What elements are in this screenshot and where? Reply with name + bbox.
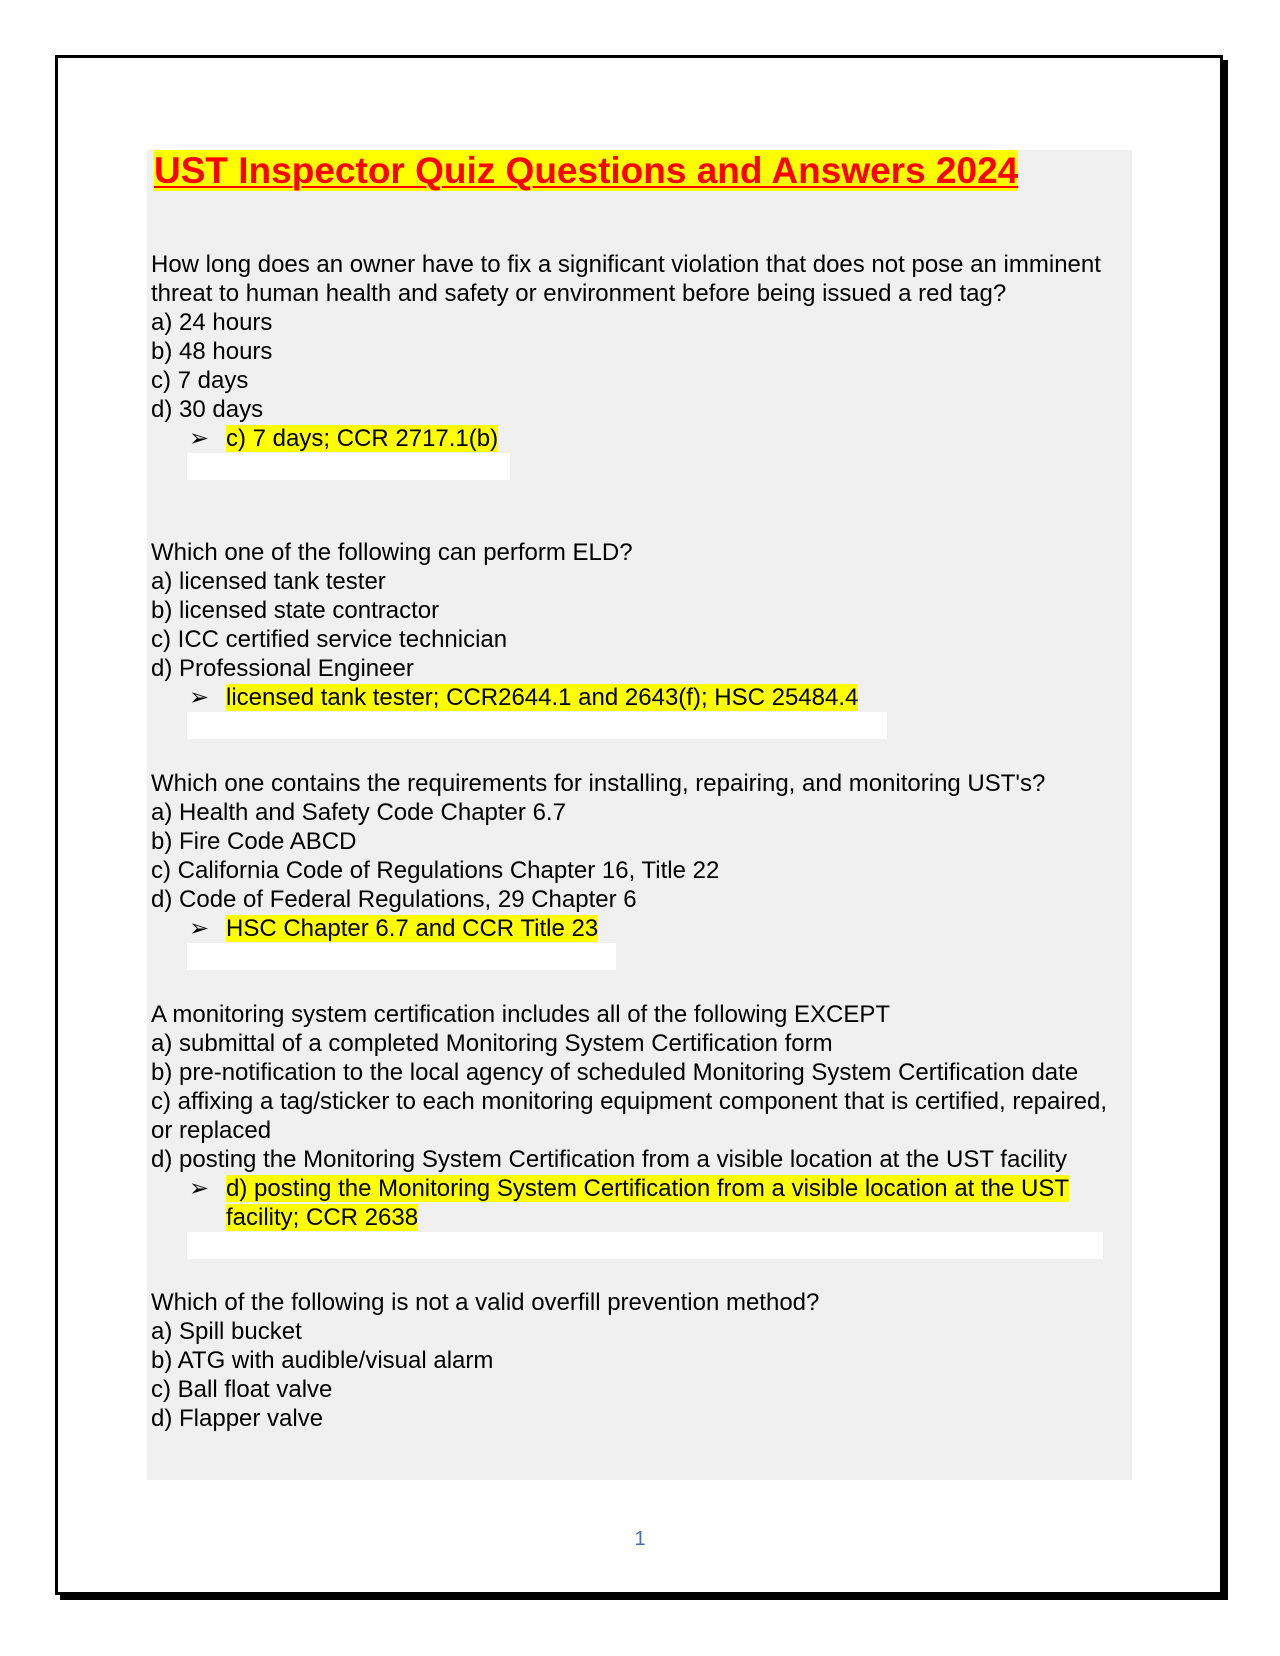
arrow-bullet-icon: ➢ — [189, 1175, 210, 1202]
question-block-5 — [151, 1288, 1126, 1433]
question-block-4 — [151, 1000, 1126, 1259]
option-a: a) Health and Safety Code Chapter 6.7 — [151, 799, 566, 826]
option-d: d) posting the Monitoring System Certification from a visible location at the UST facility — [151, 1146, 1067, 1173]
answer-text: c) 7 days; CCR 2717.1(b) — [226, 425, 499, 452]
question-block-2 — [151, 538, 1126, 739]
answer-text: licensed tank tester; CCR2644.1 and 2643(f); HSC 25484.4 — [226, 684, 859, 711]
option-c: c) ICC certified service technician — [151, 626, 508, 653]
question-text: Which one contains the requirements for installing, repairing, and monitoring UST's? — [151, 770, 1046, 797]
answer-line — [189, 424, 1126, 453]
option-d: d) Professional Engineer — [151, 655, 414, 682]
option-d: d) 30 days — [151, 396, 264, 423]
option-b: b) 48 hours — [151, 338, 273, 365]
question-text: How long does an owner have to fix a significant violation that does not pose an imminent threat to human health and safety or environment before being issued a red tag? — [151, 251, 1101, 307]
option-c: c) California Code of Regulations Chapter 16, Title 22 — [151, 857, 720, 884]
option-a: a) Spill bucket — [151, 1318, 302, 1345]
option-d: d) Flapper valve — [151, 1405, 324, 1432]
option-b: b) licensed state contractor — [151, 597, 440, 624]
arrow-bullet-icon: ➢ — [189, 425, 210, 452]
answer-text: d) posting the Monitoring System Certification from a visible location at the UST facility; CCR 2638 — [226, 1175, 1070, 1231]
option-a: a) 24 hours — [151, 309, 273, 336]
option-d: d) Code of Federal Regulations, 29 Chapter 6 — [151, 886, 637, 913]
option-a: a) submittal of a completed Monitoring System Certification form — [151, 1030, 833, 1057]
option-a: a) licensed tank tester — [151, 568, 386, 595]
option-b: b) ATG with audible/visual alarm — [151, 1347, 494, 1374]
question-block-3 — [151, 769, 1126, 970]
arrow-bullet-icon: ➢ — [189, 684, 210, 711]
blank-line — [187, 712, 887, 739]
answer-text: HSC Chapter 6.7 and CCR Title 23 — [226, 915, 599, 942]
blank-line — [187, 1232, 1103, 1259]
blank-line — [187, 943, 616, 970]
blank-line — [187, 453, 510, 480]
document-title: UST Inspector Quiz Questions and Answers 2024 — [154, 150, 1019, 191]
option-b: b) pre-notification to the local agency of scheduled Monitoring System Certification date — [151, 1059, 1079, 1086]
question-text: Which of the following is not a valid overfill prevention method? — [151, 1289, 820, 1316]
page-number: 1 — [634, 1528, 646, 1550]
arrow-bullet-icon: ➢ — [189, 915, 210, 942]
answer-line — [189, 683, 1126, 712]
option-c: c) Ball float valve — [151, 1376, 333, 1403]
answer-line — [189, 914, 1126, 943]
question-text: A monitoring system certification includes all of the following EXCEPT — [151, 1001, 890, 1028]
option-c: c) affixing a tag/sticker to each monitoring equipment component that is certified, repaired, or replaced — [151, 1088, 1108, 1144]
option-b: b) Fire Code ABCD — [151, 828, 357, 855]
question-block-1 — [151, 250, 1126, 480]
answer-line — [189, 1174, 1126, 1232]
option-c: c) 7 days — [151, 367, 249, 394]
question-text: Which one of the following can perform ELD? — [151, 539, 633, 566]
